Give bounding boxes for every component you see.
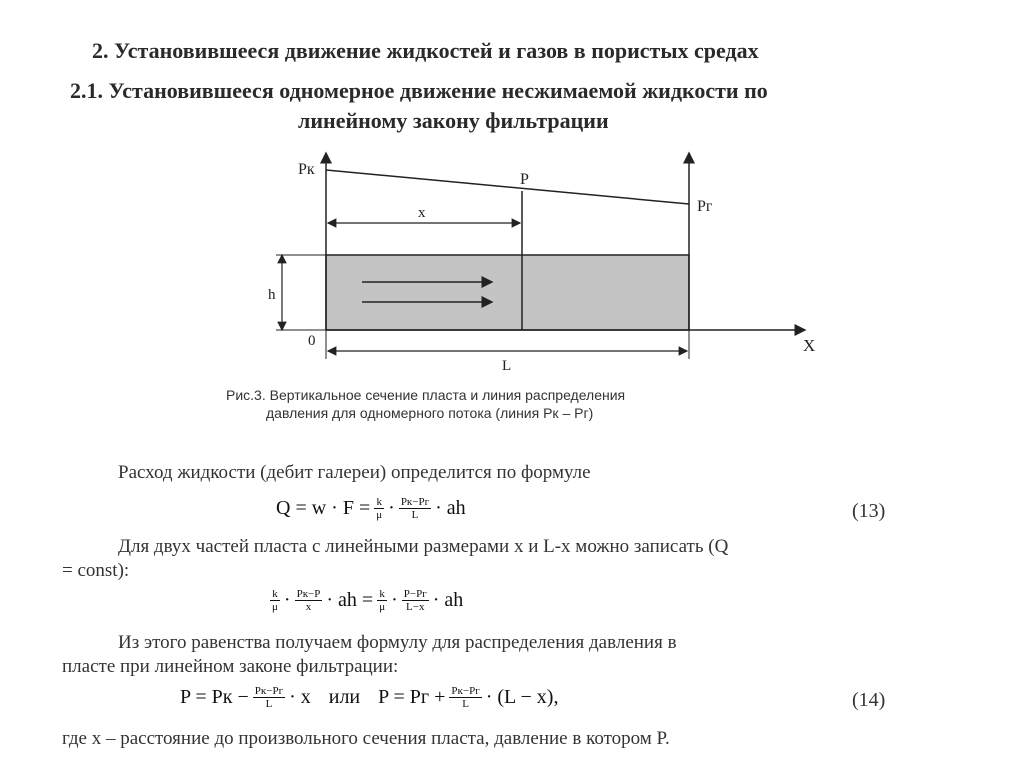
reservoir-diagram: [270, 145, 830, 380]
feq-k-mu-2: [377, 588, 387, 613]
figure-caption-line2: давления для одномерного потока (линия Pк – Pг): [266, 405, 594, 421]
feq-den2: L−x: [406, 601, 425, 613]
f14-b: · x: [289, 686, 311, 708]
feq-k1: k: [272, 588, 278, 600]
label-x: x: [418, 205, 426, 221]
f14-a: P = Pк −: [180, 686, 249, 708]
f14-c: P = Pг +: [378, 686, 446, 708]
paragraph-3-line2: пласте при линейном законе фильтрации:: [62, 656, 399, 677]
paragraph-1: Расход жидкости (дебит галереи) определится по формуле: [118, 462, 591, 483]
subsection-heading-line1: 2.1. Установившееся одномерное движение несжимаемой жидкости по: [70, 78, 768, 103]
f14-or: или: [328, 686, 361, 708]
feq-den1: x: [305, 601, 312, 613]
f13-num: Pк−Pг: [400, 496, 430, 508]
paragraph-2-line2: = const):: [62, 560, 130, 581]
pressure-line: [326, 170, 689, 204]
feq-mid: · ah =: [326, 589, 374, 611]
f14-d: · (L − x),: [485, 686, 559, 708]
figure-caption-line1: Рис.3. Вертикальное сечение пласта и линия распределения: [226, 387, 626, 403]
label-x-axis: X: [803, 336, 816, 355]
label-l: L: [502, 358, 512, 374]
label-pg: Pг: [697, 198, 713, 215]
feq-fraction-2: [402, 588, 429, 613]
label-pk: Pк: [298, 161, 315, 178]
feq-fraction-1: [295, 588, 323, 613]
f13-fraction: [399, 496, 431, 521]
f13-rhs: · ah: [435, 497, 466, 519]
subsection-heading-line2: линейному закону фильтрации: [298, 108, 609, 133]
formula-14: [180, 685, 558, 710]
feq-k2: k: [379, 588, 385, 600]
feq-num2: P−Pг: [403, 588, 427, 600]
formula-equality: [266, 588, 463, 613]
f13-den: L: [411, 509, 419, 521]
feq-mu2: μ: [379, 601, 386, 613]
section-heading: 2. Установившееся движение жидкостей и газов в пористых средах: [92, 38, 759, 63]
f14-fraction-1: [253, 685, 285, 710]
f13-mu: μ: [376, 509, 383, 521]
f14-den1: L: [265, 698, 273, 710]
label-p: P: [520, 171, 529, 188]
f14-num2: Pк−Pг: [451, 685, 480, 697]
feq-dot-2: ·: [391, 589, 398, 611]
f13-lhs: Q = w · F =: [276, 497, 371, 519]
equation-number-13: (13): [852, 500, 886, 522]
label-origin: 0: [308, 333, 316, 349]
paragraph-4: где x – расстояние до произвольного сечения пласта, давление в котором P.: [62, 728, 670, 749]
label-h: h: [268, 287, 276, 303]
f13-k-mu: [374, 496, 384, 521]
feq-k-mu-1: [270, 588, 280, 613]
feq-end: · ah: [432, 589, 464, 611]
feq-mu1: μ: [272, 601, 278, 613]
reservoir-layer: [326, 255, 689, 330]
feq-num1: Pк−P: [296, 588, 321, 600]
paragraph-3-line1: Из этого равенства получаем формулу для распределения давления в: [118, 632, 677, 653]
feq-dot-1: ·: [283, 589, 291, 611]
f14-fraction-2: [449, 685, 481, 710]
formula-13: [276, 496, 466, 521]
f14-den2: L: [462, 698, 469, 710]
f13-dot: ·: [388, 497, 395, 519]
f13-k: k: [376, 496, 382, 508]
equation-number-14: (14): [852, 689, 886, 711]
paragraph-2-line1: Для двух частей пласта с линейными размерами x и L-x можно записать (Q: [118, 536, 729, 557]
f14-num1: Pк−Pг: [254, 685, 284, 697]
